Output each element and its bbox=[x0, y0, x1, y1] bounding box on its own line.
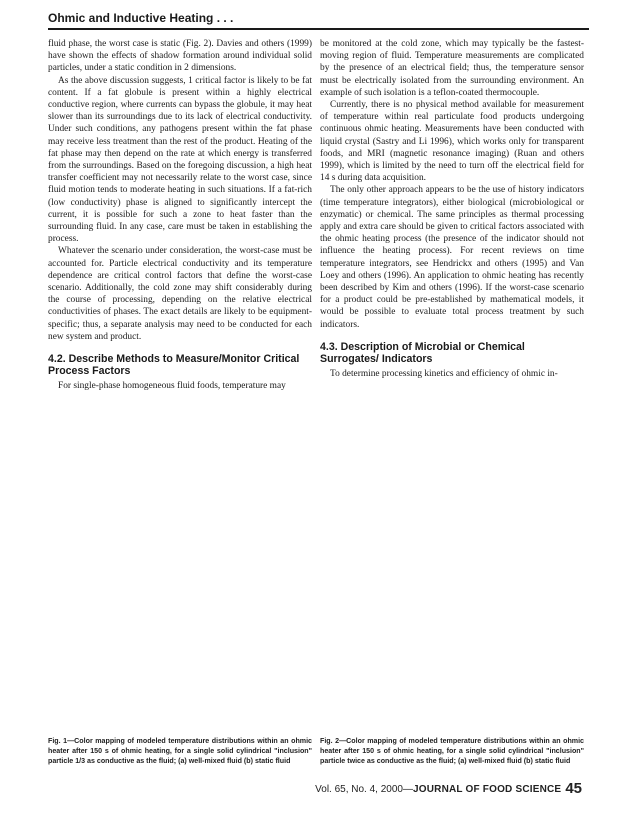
footer-journal-name: JOURNAL OF FOOD SCIENCE bbox=[412, 784, 562, 795]
header-rule bbox=[48, 28, 589, 30]
figure-2-image-area bbox=[320, 474, 584, 726]
running-head: Ohmic and Inductive Heating . . . bbox=[48, 11, 234, 25]
right-paragraph-2: Currently, there is no physical method available for measurement of temperature within real particulate food products undergoing continuous ohmic heating. Measurements have been conducted with liquid crystal (Sastry and Li 1996), which works only for transparent foods, and MRI (magnetic resonance imaging) (Ruan and others 1999), which is limited by the need to turn off the electrical field for 14 s during data acquisition. bbox=[320, 100, 584, 184]
page-footer bbox=[315, 780, 582, 797]
left-paragraph-2: As the above discussion suggests, 1 critical factor is likely to be fat content. If a fat globule is present within a highly electrical conductive region, where currents can bypass the globule, it may heat slower than its surroundings due to its lack of electrical conductivity. Under such conditions, any pathogens present within the fat phase may receive less treatment than the rest of the product. Heating of the fat phase may then depend on the rate at which energy is transferred from the surroundings. Based on the foregoing discussion, a high heat transfer coefficient may not necessarily relate to the worst case, since fluid motion tends to moderate heating in such situations. If a fat-rich (low conductivity) phase is aligned to significantly intercept the current, it is possible for such a zone to heat faster than the surrounding fluid. In any case, care must be taken in establishing the process. bbox=[48, 75, 312, 245]
left-paragraph-3: Whatever the scenario under consideration, the worst-case must be accounted for. Particle electrical conductivity and its temperature dependence are critical control factors that define the worst-case scenario. Additionally, the cold zone may shift considerably during the course of processing, depending on the relative electrical conductivities of phases. The exact details are likely to be equipment-specific; thus, a separate analysis may need to be conducted for each new system and product. bbox=[48, 246, 312, 342]
figure-1-caption: Fig. 1—Color mapping of modeled temperature distributions within an ohmic heater after 150 s of ohmic heating, for a single solid cylindrical "inclusion" particle 1/3 as conductive as the fluid; (a) well-mixed fluid (b) static fluid bbox=[48, 737, 312, 766]
right-paragraph-4: To determine processing kinetics and efficiency of ohmic in- bbox=[330, 368, 558, 379]
section-heading-4-3: 4.3. Description of Microbial or Chemical Surrogates/ Indicators bbox=[320, 340, 525, 366]
right-column bbox=[320, 38, 584, 380]
left-column bbox=[48, 38, 312, 392]
page-number: 45 bbox=[565, 780, 582, 797]
right-paragraph-3: The only other approach appears to be the use of history indicators (time temperature integrators), either biological (microbiological or enzymatic) or chemical. The same principles as thermal processing apply and extra care should be given to critical factors associated with the ohmic heating process (the presence of the indicator should not influence the heating process). For recent reviews on time temperature integrators, see Hendrickx and others (1995) and Van Loey and others (1996). An application to ohmic heating has recently been described by Kim and others (1996). If the worst-case scenario for a product could be pre-established by mathematical models, it would be possible to evaluate total process treatment by such indicators. bbox=[320, 185, 584, 330]
figure-2-caption: Fig. 2—Color mapping of modeled temperature distributions within an ohmic heater after 150 s of ohmic heating, for a single solid cylindrical "inclusion" particle twice as conductive as the fluid; (a) well-mixed fluid (b) static fluid bbox=[320, 737, 584, 766]
footer-citation: Vol. 65, No. 4, 2000— bbox=[315, 784, 413, 795]
left-paragraph-4: For single-phase homogeneous fluid foods, temperature may bbox=[58, 380, 286, 391]
section-heading-4-2: 4.2. Describe Methods to Measure/Monitor Critical Process Factors bbox=[48, 353, 300, 378]
figure-1-image-area bbox=[48, 474, 312, 726]
left-paragraph-1: fluid phase, the worst case is static (Fig. 2). Davies and others (1999) have shown the effects of shadow formation around individual solid particles, under a static condition in 2 dimensions. bbox=[48, 39, 312, 74]
right-paragraph-1: be monitored at the cold zone, which may typically be the fastest-moving region of fluid. Temperature measurements are complicated by the presence of an electrical field; thus, the temperature sensor must be electrically isolated from the surrounding environment. An example of such isolation is a teflon-coated thermocouple. bbox=[320, 39, 584, 98]
